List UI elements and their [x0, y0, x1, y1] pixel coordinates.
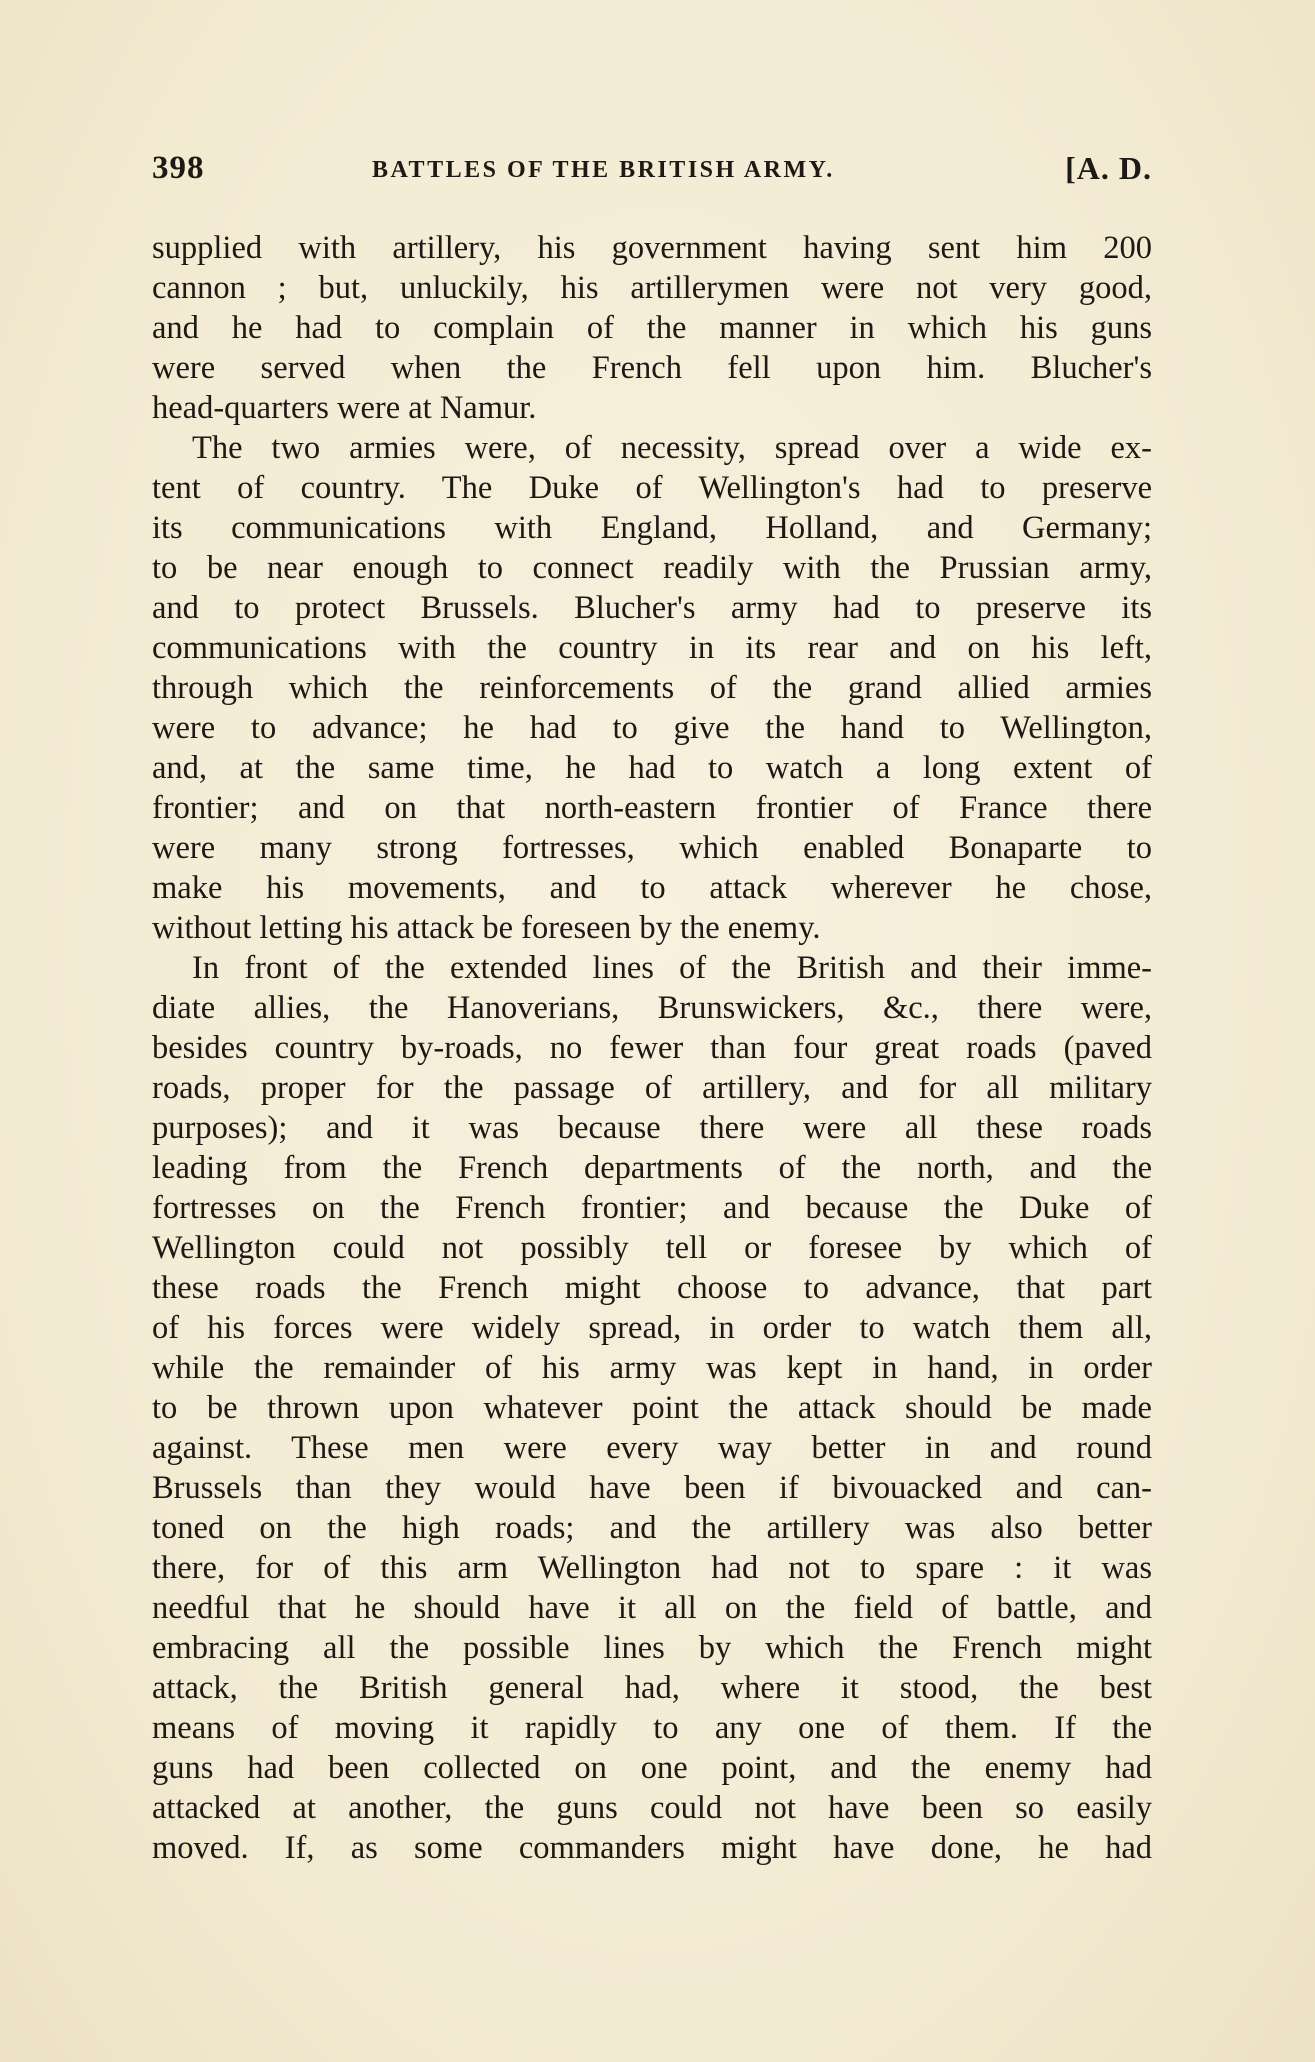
header-era-label: [A. D. — [1065, 150, 1152, 186]
page-header — [152, 150, 1152, 190]
text-line: In front of the extended lines of the British and their imme- — [192, 950, 1152, 986]
text-line: needful that he should have it all on the field of battle, and — [152, 1590, 1152, 1626]
body-text — [152, 228, 1152, 1868]
text-line: roads, proper for the passage of artillery, and for all military — [152, 1070, 1152, 1106]
text-line: fortresses on the French frontier; and because the Duke of — [152, 1190, 1152, 1226]
text-line: besides country by-roads, no fewer than four great roads (paved — [152, 1030, 1152, 1066]
text-line: embracing all the possible lines by which the French might — [152, 1630, 1152, 1666]
running-head: BATTLES OF THE BRITISH ARMY. — [372, 157, 835, 183]
text-line: attacked at another, the guns could not have been so easily — [152, 1790, 1152, 1826]
text-line: were many strong fortresses, which enabled Bonaparte to — [152, 830, 1152, 866]
text-line: guns had been collected on one point, and the enemy had — [152, 1750, 1152, 1786]
text-line: of his forces were widely spread, in order to watch them all, — [152, 1310, 1152, 1346]
text-line: moved. If, as some commanders might have done, he had — [152, 1830, 1152, 1866]
text-line: against. These men were every way better in and round — [152, 1430, 1152, 1466]
text-line: Brussels than they would have been if bivouacked and can- — [152, 1470, 1152, 1506]
text-line: supplied with artillery, his government having sent him 200 — [152, 230, 1152, 266]
text-line: without letting his attack be foreseen by the enemy. — [152, 910, 821, 946]
text-line: cannon ; but, unluckily, his artillerymen were not very good, — [152, 270, 1152, 306]
text-line: attack, the British general had, where it stood, the best — [152, 1670, 1152, 1706]
text-line: diate allies, the Hanoverians, Brunswickers, &c., there were, — [152, 990, 1152, 1026]
text-line: leading from the French departments of the north, and the — [152, 1150, 1152, 1186]
text-line: frontier; and on that north-eastern frontier of France there — [152, 790, 1152, 826]
text-line: these roads the French might choose to advance, that part — [152, 1270, 1152, 1306]
text-line: and to protect Brussels. Blucher's army had to preserve its — [152, 590, 1152, 626]
page-number: 398 — [152, 150, 205, 186]
text-line: means of moving it rapidly to any one of them. If the — [152, 1710, 1152, 1746]
text-line: The two armies were, of necessity, spread over a wide ex- — [192, 430, 1152, 466]
text-line: were to advance; he had to give the hand to Wellington, — [152, 710, 1152, 746]
text-line: make his movements, and to attack wherever he chose, — [152, 870, 1152, 906]
text-line: to be near enough to connect readily with the Prussian army, — [152, 550, 1152, 586]
text-line: through which the reinforcements of the grand allied armies — [152, 670, 1152, 706]
text-line: purposes); and it was because there were all these roads — [152, 1110, 1152, 1146]
text-line: its communications with England, Holland, and Germany; — [152, 510, 1152, 546]
text-line: communications with the country in its rear and on his left, — [152, 630, 1152, 666]
text-line: toned on the high roads; and the artillery was also better — [152, 1510, 1152, 1546]
text-line: to be thrown upon whatever point the attack should be made — [152, 1390, 1152, 1426]
text-line: there, for of this arm Wellington had not to spare : it was — [152, 1550, 1152, 1586]
text-line: head-quarters were at Namur. — [152, 390, 537, 426]
text-line: were served when the French fell upon him. Blucher's — [152, 350, 1152, 386]
text-line: and, at the same time, he had to watch a long extent of — [152, 750, 1152, 786]
text-line: and he had to complain of the manner in which his guns — [152, 310, 1152, 346]
text-line: while the remainder of his army was kept in hand, in order — [152, 1350, 1152, 1386]
text-line: Wellington could not possibly tell or foresee by which of — [152, 1230, 1152, 1266]
text-line: tent of country. The Duke of Wellington's had to preserve — [152, 470, 1152, 506]
